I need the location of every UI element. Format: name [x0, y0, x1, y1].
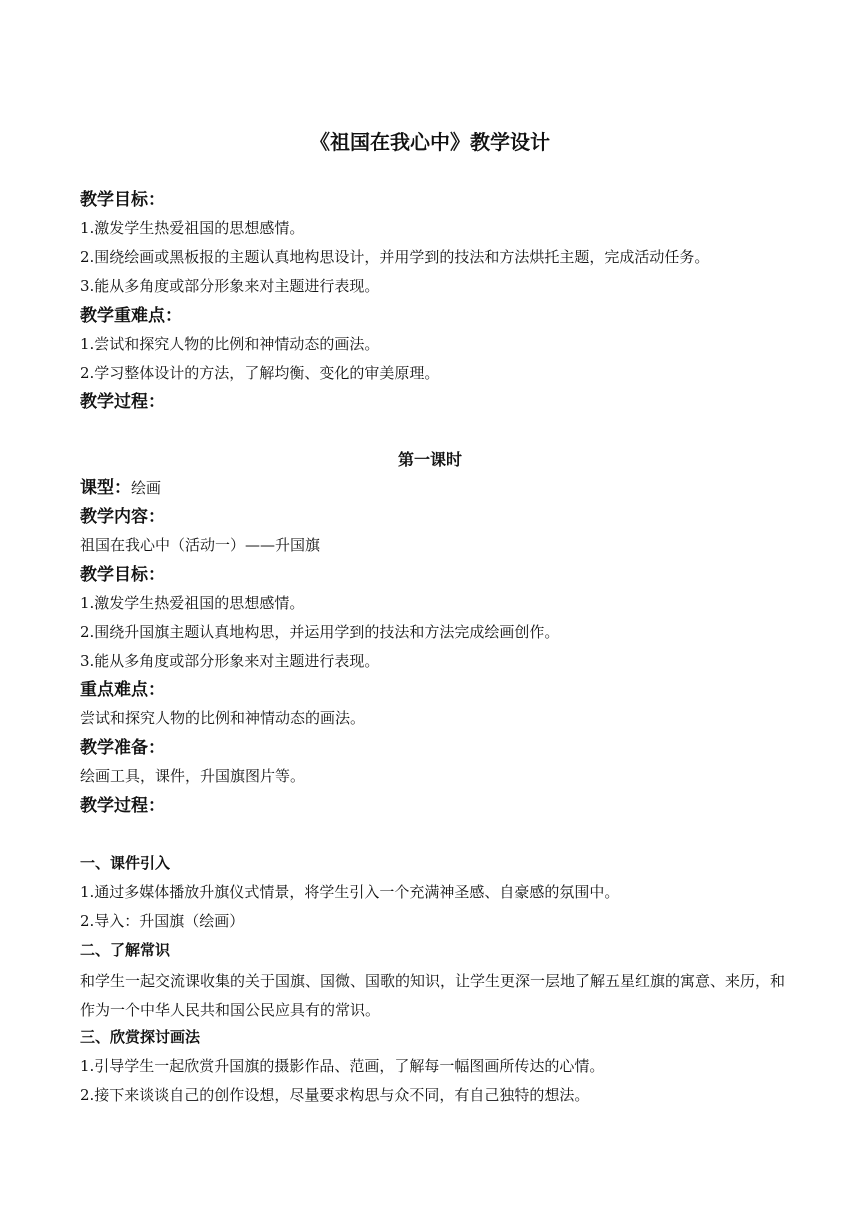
lesson-heading: 第一课时 [397, 450, 462, 469]
lesson-key-line: 尝试和探究人物的比例和神情动态的画法。 [80, 709, 366, 727]
goal-line: 2.围绕绘画或黑板报的主题认真地构思设计，并用学到的技法和方法烘托主题，完成活动任务。 [80, 248, 710, 266]
goals-heading: 教学目标： [80, 190, 165, 210]
key-point-line: 2.学习整体设计的方法，了解均衡、变化的审美原理。 [80, 364, 440, 382]
prep-line: 绘画工具，课件，升国旗图片等。 [80, 767, 306, 785]
section-heading: 一、课件引入 [80, 854, 171, 872]
content-line: 祖国在我心中（活动一）——升国旗 [80, 536, 321, 554]
lesson-type [80, 476, 790, 500]
section-heading: 三、欣赏探讨画法 [80, 1028, 201, 1046]
prep-heading: 教学准备： [80, 738, 165, 758]
lesson-key-heading: 重点难点： [80, 680, 165, 700]
key-point-line: 1.尝试和探究人物的比例和神情动态的画法。 [80, 335, 380, 353]
section-line: 1.引导学生一起欣赏升国旗的摄影作品、范画，了解每一幅图画所传达的心情。 [80, 1057, 605, 1075]
lesson-type-value: 绘画 [131, 479, 162, 497]
process-heading: 教学过程： [80, 392, 165, 412]
lesson-process-heading: 教学过程： [80, 796, 165, 816]
key-points-heading: 教学重难点： [80, 306, 182, 326]
section-paragraph: 和学生一起交流课收集的关于国旗、国微、国歌的知识，让学生更深一层地了解五星红旗的寓意、来历，和作为一个中华人民共和国公民应具有的常识。 [80, 972, 786, 1019]
lesson-type-label: 课型： [80, 478, 131, 498]
lesson-goals-heading: 教学目标： [80, 565, 165, 585]
section-line: 2.导入：升国旗（绘画） [80, 912, 245, 930]
document-title: 《祖国在我心中》教学设计 [310, 130, 550, 154]
lesson-goal-line: 2.围绕升国旗主题认真地构思，并运用学到的技法和方法完成绘画创作。 [80, 623, 560, 641]
goal-line: 1.激发学生热爱祖国的思想感情。 [80, 219, 305, 237]
section-heading: 二、了解常识 [80, 941, 171, 959]
goal-line: 3.能从多角度或部分形象来对主题进行表现。 [80, 277, 380, 295]
section-line: 2.接下来谈谈自己的创作设想，尽量要求构思与众不同，有自己独特的想法。 [80, 1086, 590, 1104]
lesson-goal-line: 1.激发学生热爱祖国的思想感情。 [80, 594, 305, 612]
section-line: 1.通过多媒体播放升旗仪式情景，将学生引入一个充满神圣感、自豪感的氛围中。 [80, 883, 620, 901]
content-heading: 教学内容： [80, 507, 165, 527]
lesson-goal-line: 3.能从多角度或部分形象来对主题进行表现。 [80, 652, 380, 670]
